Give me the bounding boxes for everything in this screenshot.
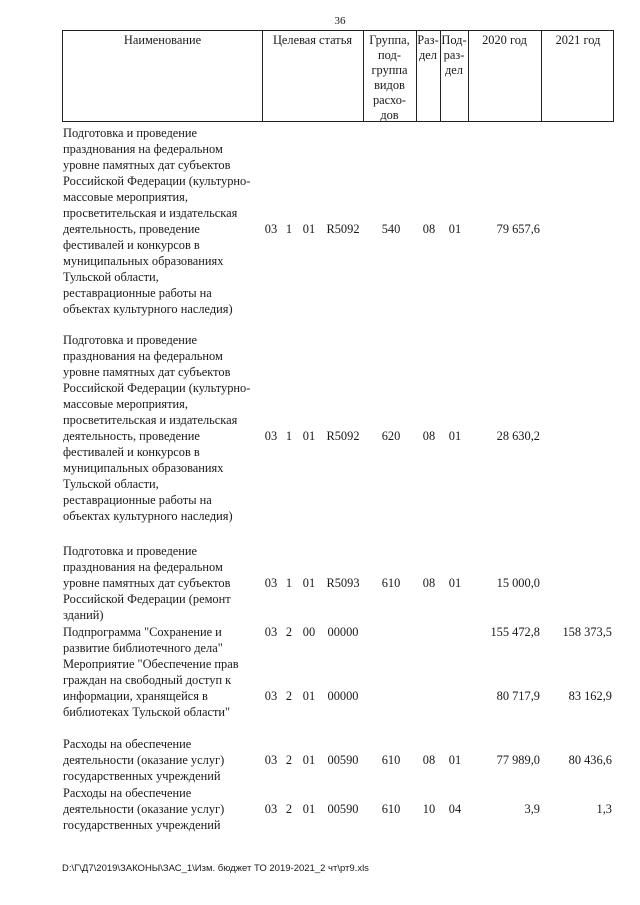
row-name-line: объектах культурного наследия) xyxy=(63,302,233,316)
cell-amount-2020: 28 630,2 xyxy=(496,429,540,443)
row-name xyxy=(63,332,263,524)
row-name-line: граждан на свободный доступ к xyxy=(63,673,232,687)
row-name-line: Подготовка и проведение xyxy=(63,333,198,347)
row-name-line: фестивалей и конкурсов в xyxy=(63,445,200,459)
cell-direction: R5093 xyxy=(326,576,360,590)
cell-program: 03 xyxy=(264,429,278,443)
row-name-line: празднования на федеральном xyxy=(63,349,223,363)
cell-subprogram: 2 xyxy=(285,802,293,816)
row-name-line: Тульской области, xyxy=(63,270,159,284)
cell-direction: R5092 xyxy=(326,429,360,443)
page-number: 36 xyxy=(334,15,346,27)
cell-amount-2020: 77 989,0 xyxy=(496,753,540,767)
row-name-line: массовые мероприятия, xyxy=(63,397,188,411)
row-name-line: Подготовка и проведение xyxy=(63,126,198,140)
row-name-line: зданий) xyxy=(63,608,104,622)
header-expense-group: Группа, под- группа видов расхо- дов xyxy=(369,33,410,122)
cell-direction: R5092 xyxy=(326,222,360,236)
row-name-line: муниципальных образованиях xyxy=(63,461,224,475)
row-name-line: Тульской области, xyxy=(63,477,159,491)
cell-subsection: 01 xyxy=(448,576,462,590)
row-name-line: деятельности (оказание услуг) xyxy=(63,802,225,816)
cell-event: 01 xyxy=(302,689,316,703)
cell-subprogram: 1 xyxy=(285,429,293,443)
cell-expense-group: 620 xyxy=(381,429,401,443)
cell-subprogram: 2 xyxy=(285,753,293,767)
cell-subsection: 01 xyxy=(448,753,462,767)
row-name xyxy=(63,656,263,720)
cell-direction: 00000 xyxy=(327,689,359,703)
row-name-line: информации, хранящейся в xyxy=(63,689,208,703)
table-header xyxy=(62,30,614,122)
header-target-article: Целевая статья xyxy=(272,33,353,47)
row-name-line: Расходы на обеспечение xyxy=(63,737,192,751)
row-name-line: муниципальных образованиях xyxy=(63,254,224,268)
row-name-line: Российской Федерации (культурно- xyxy=(63,381,251,395)
cell-event: 01 xyxy=(302,222,316,236)
row-name-line: деятельности (оказание услуг) xyxy=(63,753,225,767)
cell-amount-2020: 80 717,9 xyxy=(496,689,540,703)
row-name-line: государственных учреждений xyxy=(63,769,221,783)
cell-expense-group: 540 xyxy=(381,222,401,236)
cell-expense-group: 610 xyxy=(381,802,401,816)
row-name xyxy=(63,736,263,784)
row-name-line: объектах культурного наследия) xyxy=(63,509,233,523)
row-name-line: деятельность, проведение xyxy=(63,429,200,443)
row-name xyxy=(63,125,263,317)
cell-program: 03 xyxy=(264,753,278,767)
row-name-line: массовые мероприятия, xyxy=(63,190,188,204)
cell-program: 03 xyxy=(264,625,278,639)
cell-event: 01 xyxy=(302,753,316,767)
cell-amount-2021: 1,3 xyxy=(596,802,612,816)
cell-event: 00 xyxy=(302,625,316,639)
cell-amount-2021: 158 373,5 xyxy=(562,625,612,639)
cell-subprogram: 2 xyxy=(285,689,293,703)
header-subsection: Под- раз- дел xyxy=(441,33,467,77)
row-name-line: Подготовка и проведение xyxy=(63,544,198,558)
cell-amount-2021: 80 436,6 xyxy=(568,753,612,767)
cell-amount-2020: 3,9 xyxy=(524,802,540,816)
cell-section: 08 xyxy=(422,222,436,236)
cell-section: 08 xyxy=(422,576,436,590)
cell-program: 03 xyxy=(264,802,278,816)
row-name-line: развитие библиотечного дела" xyxy=(63,641,223,655)
header-year-2020: 2020 год xyxy=(482,33,527,47)
row-name-line: уровне памятных дат субъектов xyxy=(63,365,231,379)
header-name: Наименование xyxy=(123,33,202,47)
cell-program: 03 xyxy=(264,222,278,236)
cell-subsection: 01 xyxy=(448,222,462,236)
cell-section: 10 xyxy=(422,802,436,816)
cell-program: 03 xyxy=(264,689,278,703)
cell-direction: 00000 xyxy=(327,625,359,639)
row-name xyxy=(63,543,263,623)
row-name-line: Российской Федерации (культурно- xyxy=(63,174,251,188)
cell-subprogram: 1 xyxy=(285,576,293,590)
row-name-line: Российской Федерации (ремонт xyxy=(63,592,231,606)
row-name-line: библиотеках Тульской области" xyxy=(63,705,231,719)
header-year-2021: 2021 год xyxy=(555,33,601,47)
cell-subprogram: 1 xyxy=(285,222,293,236)
row-name-line: Подпрограмма "Сохранение и xyxy=(63,625,222,639)
cell-event: 01 xyxy=(302,429,316,443)
row-name-line: уровне памятных дат субъектов xyxy=(63,158,231,172)
cell-section: 08 xyxy=(422,753,436,767)
row-name-line: реставрационные работы на xyxy=(63,286,212,300)
cell-amount-2020: 79 657,6 xyxy=(496,222,540,236)
cell-expense-group: 610 xyxy=(381,753,401,767)
row-name xyxy=(63,624,263,656)
cell-program: 03 xyxy=(264,576,278,590)
row-name-line: деятельность, проведение xyxy=(63,222,200,236)
cell-subsection: 04 xyxy=(448,802,462,816)
cell-amount-2021: 83 162,9 xyxy=(568,689,612,703)
cell-subprogram: 2 xyxy=(285,625,293,639)
row-name-line: Расходы на обеспечение xyxy=(63,786,192,800)
row-name-line: просветительская и издательская xyxy=(63,206,238,220)
cell-subsection: 01 xyxy=(448,429,462,443)
row-name-line: реставрационные работы на xyxy=(63,493,212,507)
cell-amount-2020: 155 472,8 xyxy=(490,625,540,639)
row-name-line: Мероприятие "Обеспечение прав xyxy=(63,657,239,671)
file-path-footer: D:\Г\Д7\2019\ЗАКОНЫ\ЗАС_1\Изм. бюджет ТО 2019-2021_2 чт\рт9.xls xyxy=(62,863,369,874)
row-name-line: фестивалей и конкурсов в xyxy=(63,238,200,252)
row-name-line: просветительская и издательская xyxy=(63,413,238,427)
cell-expense-group: 610 xyxy=(381,576,401,590)
cell-direction: 00590 xyxy=(327,753,359,767)
row-name-line: празднования на федеральном xyxy=(63,560,223,574)
cell-section: 08 xyxy=(422,429,436,443)
cell-event: 01 xyxy=(302,802,316,816)
cell-event: 01 xyxy=(302,576,316,590)
cell-amount-2020: 15 000,0 xyxy=(496,576,540,590)
header-section: Раз- дел xyxy=(417,33,439,62)
row-name xyxy=(63,785,263,833)
row-name-line: уровне памятных дат субъектов xyxy=(63,576,231,590)
cell-direction: 00590 xyxy=(327,802,359,816)
row-name-line: государственных учреждений xyxy=(63,818,221,832)
row-name-line: празднования на федеральном xyxy=(63,142,223,156)
